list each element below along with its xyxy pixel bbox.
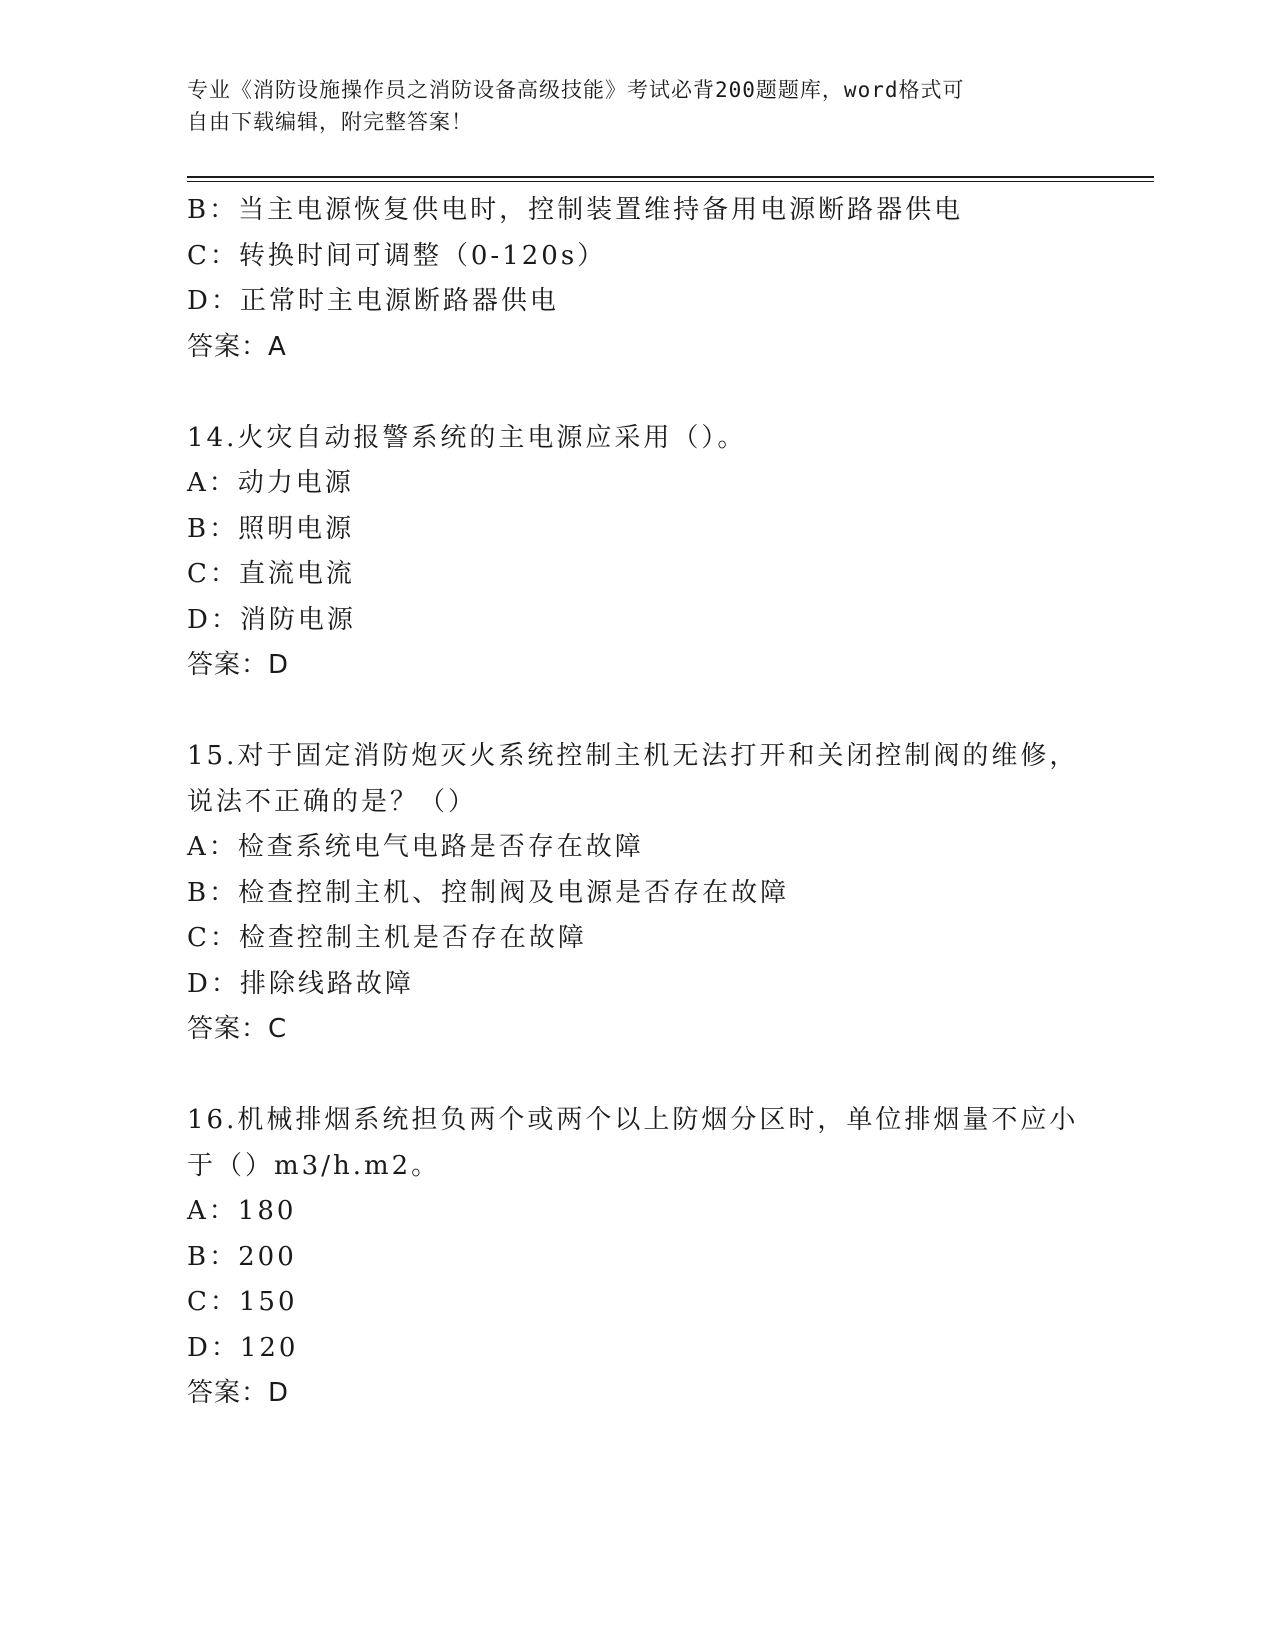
option-c: C：150: [187, 1287, 298, 1317]
question-15: [187, 734, 1087, 1053]
answer-line: 答案：A: [187, 331, 287, 362]
option-d: D：排除线路故障: [187, 968, 414, 999]
option-b: B：当主电源恢复供电时，控制装置维持备用电源断路器供电: [187, 195, 964, 225]
option-b: B：照明电源: [187, 513, 355, 544]
spacer: [187, 370, 1087, 416]
question-stem-line-1: 15.对于固定消防炮灭火系统控制主机无法打开和关闭控制阀的维修，: [187, 741, 1079, 771]
question-stem: 14.火灾自动报警系统的主电源应采用（）。: [187, 422, 747, 453]
question-list: [187, 188, 1087, 1417]
question-stem-line-1: 16.机械排烟系统担负两个或两个以上防烟分区时，单位排烟量不应小: [187, 1105, 1079, 1135]
question-16: [187, 1098, 1087, 1417]
header-divider: [187, 176, 1154, 178]
option-d: D：消防电源: [187, 604, 356, 635]
answer-line: 答案：C: [187, 1014, 288, 1044]
question-13-tail: [187, 188, 1087, 370]
header-divider-thin: [187, 181, 1154, 182]
option-b: B：200: [187, 1241, 297, 1272]
option-a: A：180: [187, 1196, 297, 1226]
question-stem-line-2: 于（）m3/h.m2。: [187, 1150, 441, 1181]
option-d: D：120: [187, 1332, 299, 1363]
question-14: [187, 416, 1087, 689]
header-line-2: 自由下载编辑，附完整答案！: [187, 110, 473, 134]
option-c: C：检查控制主机是否存在故障: [187, 923, 587, 953]
option-c: C：转换时间可调整（0-120s）: [187, 240, 607, 271]
option-a: A：动力电源: [187, 468, 354, 498]
answer-line: 答案：D: [187, 1378, 290, 1408]
option-b: B：检查控制主机、控制阀及电源是否存在故障: [187, 877, 790, 908]
spacer: [187, 1053, 1087, 1099]
option-d: D：正常时主电源断路器供电: [187, 286, 559, 316]
option-c: C：直流电流: [187, 559, 355, 589]
option-a: A：检查系统电气电路是否存在故障: [187, 832, 644, 862]
header-line-1: 专业《消防设施操作员之消防设备高级技能》考试必背200题题库，word格式可: [187, 78, 965, 102]
spacer: [187, 689, 1087, 735]
question-stem-line-2: 说法不正确的是？（）: [187, 786, 478, 817]
document-header: [187, 74, 1087, 138]
answer-line: 答案：D: [187, 650, 290, 680]
